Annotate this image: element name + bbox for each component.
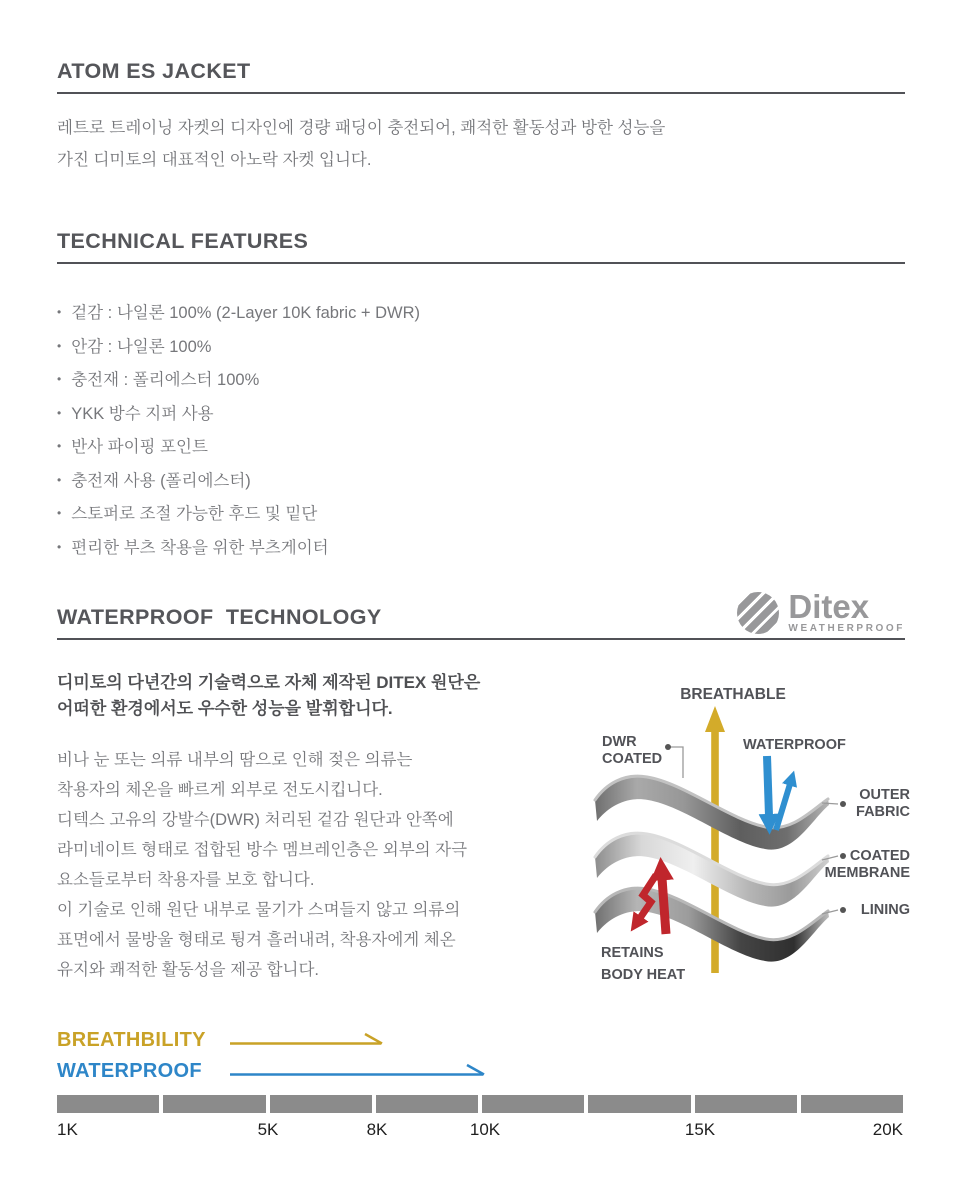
scale-segment [163,1095,265,1113]
waterproof-body-line: 유지와 쾌적한 활동성을 제공 합니다. [57,961,320,979]
technical-features-section [57,229,905,264]
section-title-technical: TECHNICAL FEATURES [57,229,905,264]
waterproof-body-line: 디텍스 고유의 강발수(DWR) 처리된 겉감 원단과 안쪽에 [57,811,454,829]
waterproof-body-line: 비나 눈 또는 의류 내부의 땀으로 인해 젖은 의류는 [57,751,413,769]
coated-membrane-label: MEMBRANE [824,865,910,881]
features-list [57,296,905,564]
waterproof-intro-line: 디미토의 다년간의 기술력으로 자체 제작된 DITEX 원단은 [57,673,481,692]
dwr-coated-label: COATED [602,751,663,767]
waterproof-arrow-line-icon [228,1063,488,1079]
retains-body-heat-label: BODY HEAT [601,967,686,983]
waterproof-body-line: 착용자의 체온을 빠르게 외부로 전도시킵니다. [57,781,383,799]
outer-fabric-label: OUTER [859,787,910,803]
feature-item: • 안감 : 나일론 100% [57,330,905,364]
product-description-line: 가진 디미토의 대표적인 아노락 자켓 입니다. [57,151,372,169]
scale-label: 15K [684,1120,716,1139]
feature-item: • 반사 파이핑 포인트 [57,430,905,464]
feature-item: • 편리한 부츠 착용을 위한 부츠게이터 [57,531,905,565]
scale-label: 8K [366,1120,388,1139]
feature-item: • 겉감 : 나일론 100% (2-Layer 10K fabric + DWR) [57,296,905,330]
feature-item: • 충전재 : 폴리에스터 100% [57,363,905,397]
waterproof-body-line: 이 기술로 인해 원단 내부로 물기가 스며들지 않고 의류의 [57,901,461,919]
scale-segment [482,1095,584,1113]
scale-segment [588,1095,690,1113]
product-description [57,112,905,176]
waterproof-rating-label: WATERPROOF [57,1060,202,1082]
waterproof-body-line: 요소들로부터 착용자를 보호 합니다. [57,871,315,889]
scale-label: 1K [57,1120,78,1139]
ditex-logo [737,588,905,634]
breathability-label: BREATHBILITY [57,1029,206,1051]
breathability-arrow-icon [228,1032,386,1048]
feature-item: • YKK 방수 지퍼 사용 [57,397,905,431]
rating-scale-bar [57,1095,903,1113]
waterproof-body-line: 표면에서 물방울 형태로 튕겨 흘러내려, 착용자에게 체온 [57,931,456,949]
waterproof-label-diagram: WATERPROOF [743,737,846,753]
fabric-layers-diagram [566,668,960,1000]
breathable-label: BREATHABLE [680,686,786,703]
scale-segment [695,1095,797,1113]
retains-body-heat-label: RETAINS [601,945,664,961]
feature-item: • 스토퍼로 조절 가능한 후드 및 밑단 [57,497,905,531]
scale-segment [57,1095,159,1113]
scale-label: 20K [872,1120,903,1139]
product-title: ATOM ES JACKET [57,59,905,94]
waterproof-intro [57,670,577,722]
ditex-tagline: WEATHERPROOF [788,623,905,634]
product-description-line: 레트로 트레이닝 자켓의 디자인에 경량 패딩이 충전되어, 쾌적한 활동성과 방한 성능을 [57,119,666,137]
waterproof-body [57,745,577,985]
scale-segment [376,1095,478,1113]
lining-label: LINING [860,902,910,918]
scale-label: 10K [469,1120,501,1139]
ditex-wordmark-wrap [788,588,905,634]
outer-fabric-label: FABRIC [856,804,910,820]
section-title-waterproof: WATERPROOF TECHNOLOGY [57,605,905,640]
waterproof-section-header [57,588,905,640]
ditex-wordmark: Ditex [788,588,870,625]
coated-membrane-label: COATED [849,848,910,864]
ditex-globe-icon [737,592,779,634]
waterproof-intro-line: 어떠한 환경에서도 우수한 성능을 발휘합니다. [57,699,393,718]
scale-segment [270,1095,372,1113]
feature-item: • 충전재 사용 (폴리에스터) [57,464,905,498]
waterproof-arrow-icon [767,756,790,830]
scale-label: 5K [257,1120,279,1139]
waterproof-body-line: 라미네이트 형태로 접합된 방수 멤브레인층은 외부의 자극 [57,841,468,859]
product-intro-section [57,59,905,94]
dwr-coated-label: DWR [602,734,637,750]
scale-segment [801,1095,903,1113]
